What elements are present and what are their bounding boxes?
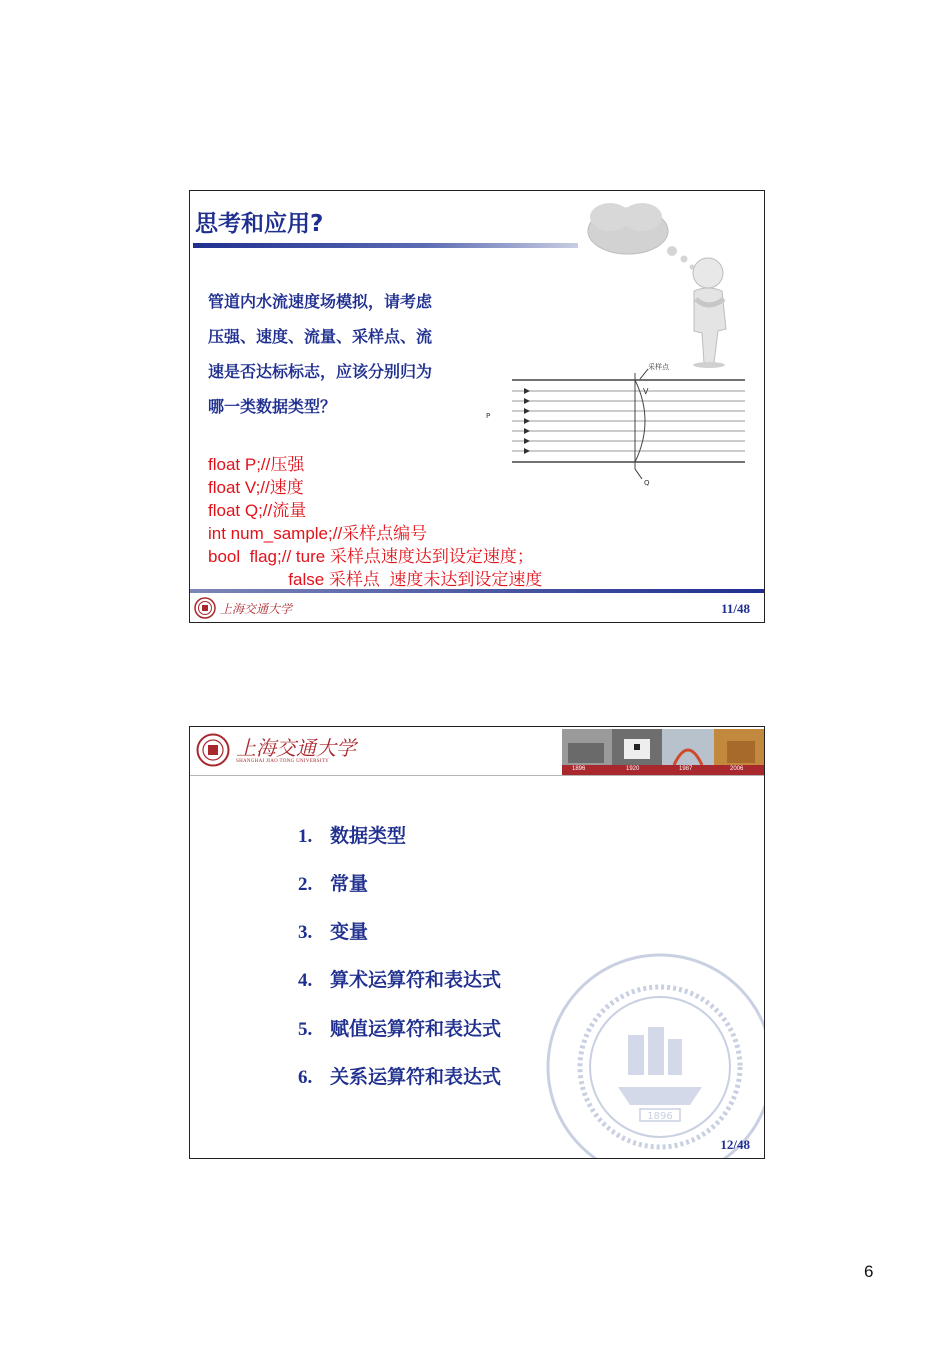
code-line-3: float Q;//流量: [208, 501, 307, 520]
watermark-year: 1896: [647, 1111, 673, 1122]
title-underline: [193, 243, 578, 248]
photo-year-2: 1920: [626, 766, 640, 772]
question-line-2: 压强、速度、流量、采样点、流: [208, 327, 433, 346]
pipe-flow-diagram: [480, 361, 760, 491]
university-seal-icon: [194, 597, 216, 619]
slide-12: [189, 726, 765, 1159]
thinking-figure-illustration: [580, 193, 760, 373]
slide-page-number: 12/48: [720, 1137, 750, 1152]
footer-bar: [190, 589, 764, 593]
campus-photo-strip: [562, 729, 764, 775]
code-line-2: float V;//速度: [208, 478, 304, 497]
slide-title: 思考和应用?: [195, 211, 324, 237]
university-logo: [194, 597, 292, 619]
outline-item-5: 5. 赋值运算符和表达式: [298, 1018, 502, 1040]
university-logo-header: [196, 733, 356, 767]
outline-item-1: 1. 数据类型: [298, 825, 407, 847]
university-seal-watermark: [540, 947, 765, 1159]
outline-item-2: 2. 常量: [298, 873, 369, 895]
code-line-1: float P;//压强: [208, 455, 305, 474]
p-label: P: [486, 412, 491, 420]
v-label: V: [643, 387, 649, 396]
question-line-1: 管道内水流速度场模拟，请考虑: [208, 292, 433, 311]
document-page-number: 6: [864, 1262, 874, 1281]
photo-year-3: 1987: [679, 766, 693, 772]
figure-head: [693, 258, 723, 288]
outline-item-3: 3. 变量: [298, 921, 369, 943]
sample-point-label: 采样点: [648, 363, 669, 371]
slide-11: [189, 190, 765, 623]
question-line-4: 哪一类数据类型？: [208, 397, 337, 416]
photo-year-1: 1896: [572, 766, 586, 772]
logo-text: 上海交通大学: [236, 735, 356, 760]
logo-text: 上海交通大学: [220, 601, 293, 616]
header-divider: [190, 775, 764, 776]
q-label: Q: [644, 479, 650, 487]
outline-item-4: 4. 算术运算符和表达式: [298, 969, 502, 991]
university-seal-icon: [196, 733, 230, 767]
outline-item-6: 6. 关系运算符和表达式: [298, 1066, 502, 1088]
photo-year-4: 2006: [730, 766, 744, 772]
question-line-3: 速是否达标标志，应该分别归为: [208, 362, 433, 381]
code-line-6: false 采样点 速度未达到设定速度: [208, 570, 543, 589]
code-line-4: int num_sample;//采样点编号: [208, 524, 428, 543]
logo-subtext: SHANGHAI JIAO TONG UNIVERSITY: [236, 758, 330, 764]
slide-page-number: 11/48: [721, 601, 750, 616]
code-line-5: bool flag;// ture 采样点速度达到设定速度；: [208, 547, 534, 566]
